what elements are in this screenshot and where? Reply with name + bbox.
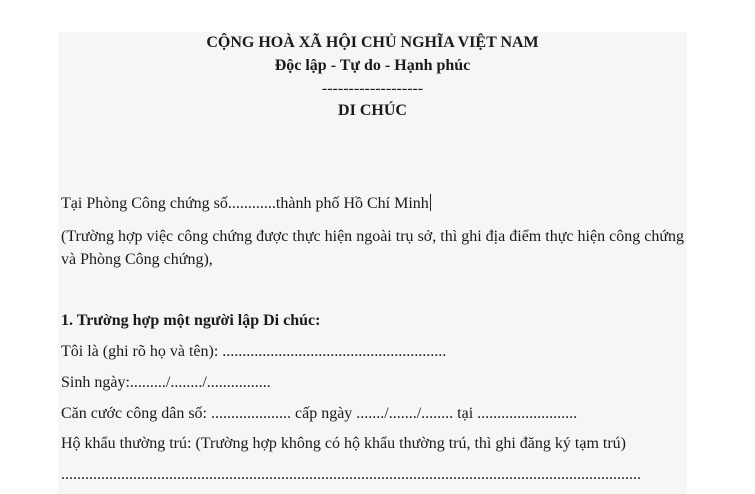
location-note: (Trường hợp việc công chứng được thực hiện ngoài trụ sở, thì ghi địa điểm thực hiện công chứng và Phòng Công chứng), bbox=[61, 228, 684, 268]
section-1-heading: 1. Trường hợp một người lập Di chúc: bbox=[61, 312, 321, 329]
document-page bbox=[58, 32, 687, 494]
text-cursor bbox=[430, 194, 431, 211]
name-field-line[interactable]: Tôi là (ghi rõ họ và tên): ........................................................ bbox=[61, 343, 447, 360]
residence-line: Hộ khẩu thường trú: (Trường hợp không có hộ khẩu thường trú, thì ghi đăng ký tạm trú) bbox=[61, 435, 626, 452]
birth-date-line[interactable]: Sinh ngày:........./......../................ bbox=[61, 374, 271, 391]
separator-line: ------------------- bbox=[321, 80, 424, 97]
document-title: DI CHÚC bbox=[338, 102, 407, 119]
nation-heading: CỘNG HOÀ XÃ HỘI CHỦ NGHĨA VIỆT NAM bbox=[206, 34, 539, 51]
residence-dots-line[interactable]: ................................................................................................................................................. bbox=[61, 466, 641, 483]
citizen-id-line[interactable]: Căn cước công dân số: .................... cấp ngày ......./......./........ tại ......................... bbox=[61, 405, 578, 422]
location-line[interactable] bbox=[61, 194, 431, 214]
location-text: Tại Phòng Công chứng số............thành phố Hồ Chí Minh bbox=[61, 195, 429, 212]
motto: Độc lập - Tự do - Hạnh phúc bbox=[274, 57, 471, 74]
